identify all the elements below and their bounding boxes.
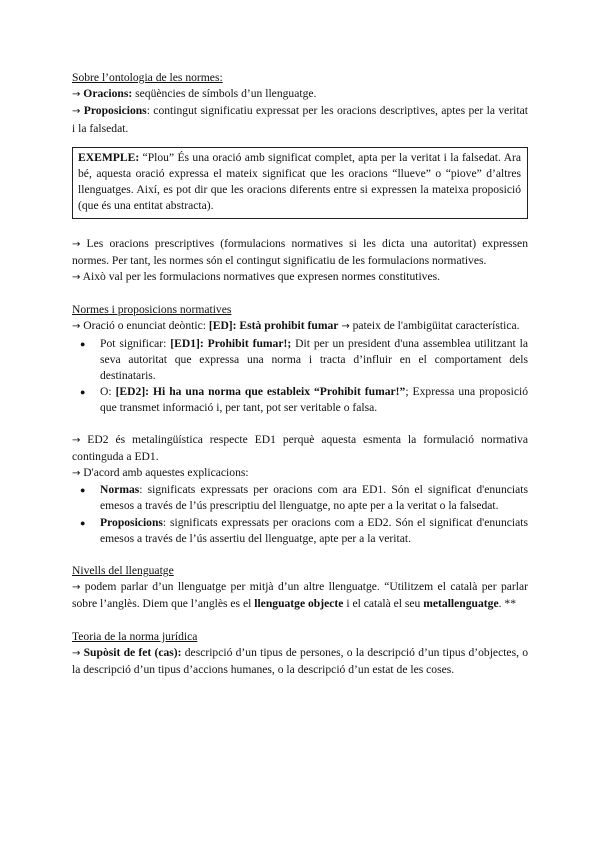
example-text: “Plou” És una oració amb significat complet, apta per la veritat i la falsedat. Ara bé, aquesta oració expressa el mateix significat que les oracions “llueve” o “piove” d’altres llenguatges. Així, es pot dir que les oracions diferents entre si expressen la mateixa proposició (que és una entitat abstracta). bbox=[78, 150, 521, 213]
list-item: ● O: [ED2]: Hi ha una norma que estableix “Prohibit fumar!”; Expressa una proposició que transmet informació i, per tant, pot ser veritable o falsa. bbox=[100, 384, 528, 416]
example-box bbox=[72, 147, 528, 219]
bullet-list-normas bbox=[72, 482, 528, 547]
arrow-icon: → bbox=[72, 434, 81, 446]
paragraph-metalinguistic: → ED2 és metalingüística respecte ED1 perquè aquesta esmenta la formulació normativa continguda a ED1. bbox=[72, 432, 528, 463]
paragraph-proposicions: → Proposicions: contingut significatiu expressat per les oracions descriptives, aptes per la veritat i la falsedat. bbox=[72, 104, 528, 135]
list-item: ● Pot significar: [ED1]: Prohibit fumar!; Dit per un president d'una assemblea utilitzant la seva autoritat que expressa una norma i tracta d’influir en el comportament dels destinataris. bbox=[100, 336, 528, 385]
arrow-icon: → bbox=[72, 89, 81, 101]
arrow-icon: → bbox=[341, 321, 350, 333]
paragraph-nivells: → podem parlar d’un llenguatge per mitjà d’un altre llenguatge. “Utilitzem el català per parlar sobre l’anglès. Diem que l’anglès es el llenguatge objecte i el català el seu metallenguatge. ** bbox=[72, 580, 528, 611]
bullet-list-ed bbox=[72, 336, 528, 417]
paragraph-suposit: → Supòsit de fet (cas): descripció d’un tipus de persones, o la descripció d’un tipus d’objectes, o la descripció d’un tipus d’accions humanes, o la descripció d’un estat de les coses. bbox=[72, 645, 529, 677]
paragraph-prescriptive: → Les oracions prescriptives (formulacions normatives si les dicta una autoritat) expressen normes. Per tant, les normes són el contingut significatiu de les formulacions normatives. bbox=[72, 236, 528, 267]
example-label: EXEMPLE: bbox=[78, 150, 140, 164]
arrow-icon: → bbox=[72, 238, 81, 250]
document-page bbox=[72, 70, 528, 678]
list-item: ● Proposicions: significats expressats per oracions com a ED2. Són el significat d'enunciats emesos a través de l’ús assertiu del llenguatge, apte per a la veritat. bbox=[100, 515, 528, 547]
paragraph-constitutive: → Això val per les formulacions normatives que expresen normes constitutives. bbox=[72, 270, 441, 284]
section-heading-ontology: Sobre l’ontologia de les normes: bbox=[72, 71, 223, 84]
arrow-icon: → bbox=[72, 272, 81, 284]
arrow-icon: → bbox=[72, 106, 81, 118]
paragraph-enunciat-deontic: → Oració o enunciat deòntic: [ED]: Està prohibit fumar → pateix de l'ambigüitat característica. bbox=[72, 319, 520, 333]
arrow-icon: → bbox=[72, 582, 81, 594]
section-heading-normes: Normes i proposicions normatives bbox=[72, 303, 232, 317]
section-heading-teoria: Teoria de la norma jurídica bbox=[72, 629, 198, 643]
section-heading-nivells: Nivells del llenguatge bbox=[72, 564, 174, 578]
list-item: ● Normas: significats expressats per oracions com ara ED1. Són el significat d'enunciats emesos a través de l’ús prescriptiu del llenguatge, no apte per a la veritat o la falsedat. bbox=[100, 482, 528, 514]
arrow-icon: → bbox=[72, 321, 81, 333]
paragraph-oracions: → Oracions: seqüències de símbols d’un llenguatge. bbox=[72, 87, 317, 101]
arrow-icon: → bbox=[72, 468, 81, 480]
arrow-icon: → bbox=[72, 647, 81, 659]
paragraph-explicacions: → D'acord amb aquestes explicacions: bbox=[72, 466, 249, 480]
